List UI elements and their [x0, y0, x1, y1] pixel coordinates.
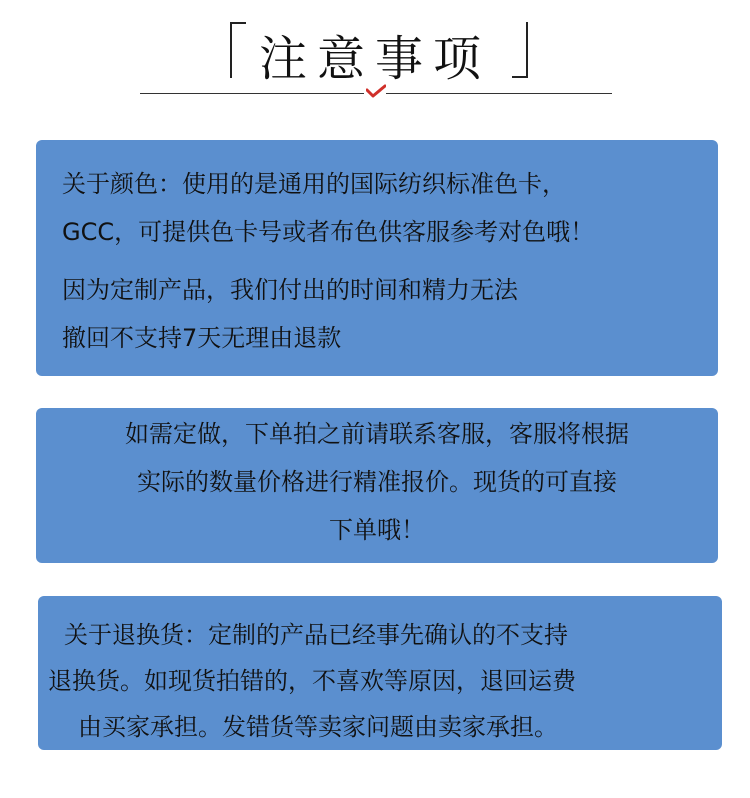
notice-line: 因为定制产品，我们付出的时间和精力无法 [62, 276, 518, 304]
notice-custom-order [36, 408, 718, 563]
notice-line: 退换货。如现货拍错的，不喜欢等原因，退回运费 [48, 667, 576, 695]
notice-line: 关于退换货：定制的产品已经事先确认的不支持 [64, 621, 568, 649]
header [0, 0, 750, 100]
page-title: 注意事项 [258, 31, 491, 87]
right-bracket [512, 22, 528, 78]
notice-line: 撤回不支持7天无理由退款 [62, 324, 342, 352]
notice-line: 如需定做，下单拍之前请联系客服，客服将根据 [125, 420, 629, 448]
notice-line: GCC，可提供色卡号或者布色供客服参考对色哦！ [62, 218, 595, 246]
notice-line: 关于颜色：使用的是通用的国际纺织标准色卡， [62, 170, 566, 198]
check-mark-icon [366, 84, 386, 98]
notice-returns [38, 596, 722, 750]
divider-right [386, 93, 612, 94]
notice-color [36, 140, 718, 376]
notice-line: 由买家承担。发错货等卖家问题由卖家承担。 [78, 713, 558, 741]
notice-line: 下单哦！ [329, 516, 425, 544]
notice-line: 实际的数量价格进行精准报价。现货的可直接 [137, 468, 617, 496]
divider-left [140, 93, 364, 94]
